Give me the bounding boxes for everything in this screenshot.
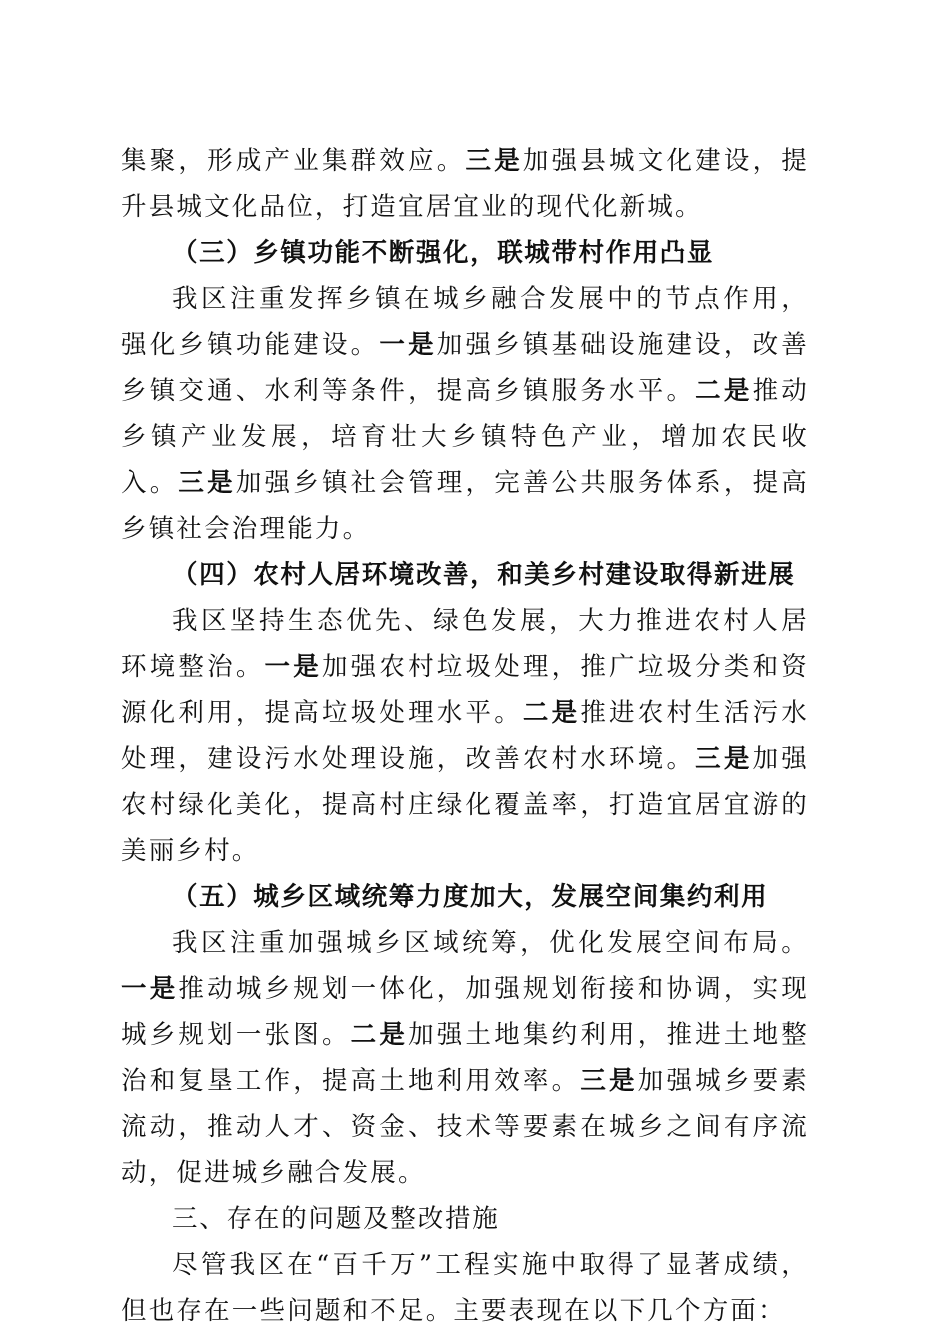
lead-marker: 二是 [350, 1020, 409, 1050]
paragraph-problems-intro: 尽管我区在“百千万”工程实施中取得了显著成绩，但也存在一些问题和不足。主要表现在以下几个方面： [121, 1250, 809, 1326]
lead-marker: 三是 [580, 1066, 638, 1096]
heading-regional-coordination: （五）城乡区域统筹力度加大，发展空间集约利用 [172, 882, 769, 912]
lead-marker: 二是 [522, 698, 581, 728]
paragraph-township-function: 我区注重发挥乡镇在城乡融合发展中的节点作用，强化乡镇功能建设。一是加强乡镇基础设施建设，改善乡镇交通、水利等条件，提高乡镇服务水平。二是推动乡镇产业发展，培育壮大乡镇特色产业，增加农民收入。三是加强乡镇社会管理，完善公共服务体系，提高乡镇社会治理能力。 [121, 284, 809, 544]
document-body [121, 138, 809, 1334]
heading-township-function: （三）乡镇功能不断强化，联城带村作用凸显 [172, 238, 715, 268]
paragraph-county-culture: 集聚，形成产业集群效应。三是加强县城文化建设，提升县城文化品位，打造宜居宜业的现代化新城。 [121, 146, 809, 222]
paragraph-regional-coordination: 我区注重加强城乡区域统筹，优化发展空间布局。一是推动城乡规划一体化，加强规划衔接和协调，实现城乡规划一张图。二是加强土地集约利用，推进土地整治和复垦工作，提高土地利用效率。三是加强城乡要素流动，推动人才、资金、技术等要素在城乡之间有序流动，促进城乡融合发展。 [121, 928, 810, 1188]
lead-marker: 三是 [178, 468, 236, 498]
lead-marker: 一是 [264, 652, 322, 682]
lead-marker: 一是 [121, 974, 179, 1004]
lead-marker: 二是 [695, 376, 753, 406]
lead-marker: 一是 [379, 330, 437, 360]
heading-rural-environment: （四）农村人居环境改善，和美乡村建设取得新进展 [172, 560, 796, 590]
lead-marker: 三是 [465, 146, 523, 176]
section-heading-problems: 三、存在的问题及整改措施 [172, 1204, 500, 1234]
paragraph-rural-environment: 我区坚持生态优先、绿色发展，大力推进农村人居环境整治。一是加强农村垃圾处理，推广垃圾分类和资源化利用，提高垃圾处理水平。二是推进农村生活污水处理，建设污水处理设施，改善农村水环境。三是加强农村绿化美化，提高村庄绿化覆盖率，打造宜居宜游的美丽乡村。 [121, 606, 809, 866]
lead-marker: 三是 [695, 744, 753, 774]
